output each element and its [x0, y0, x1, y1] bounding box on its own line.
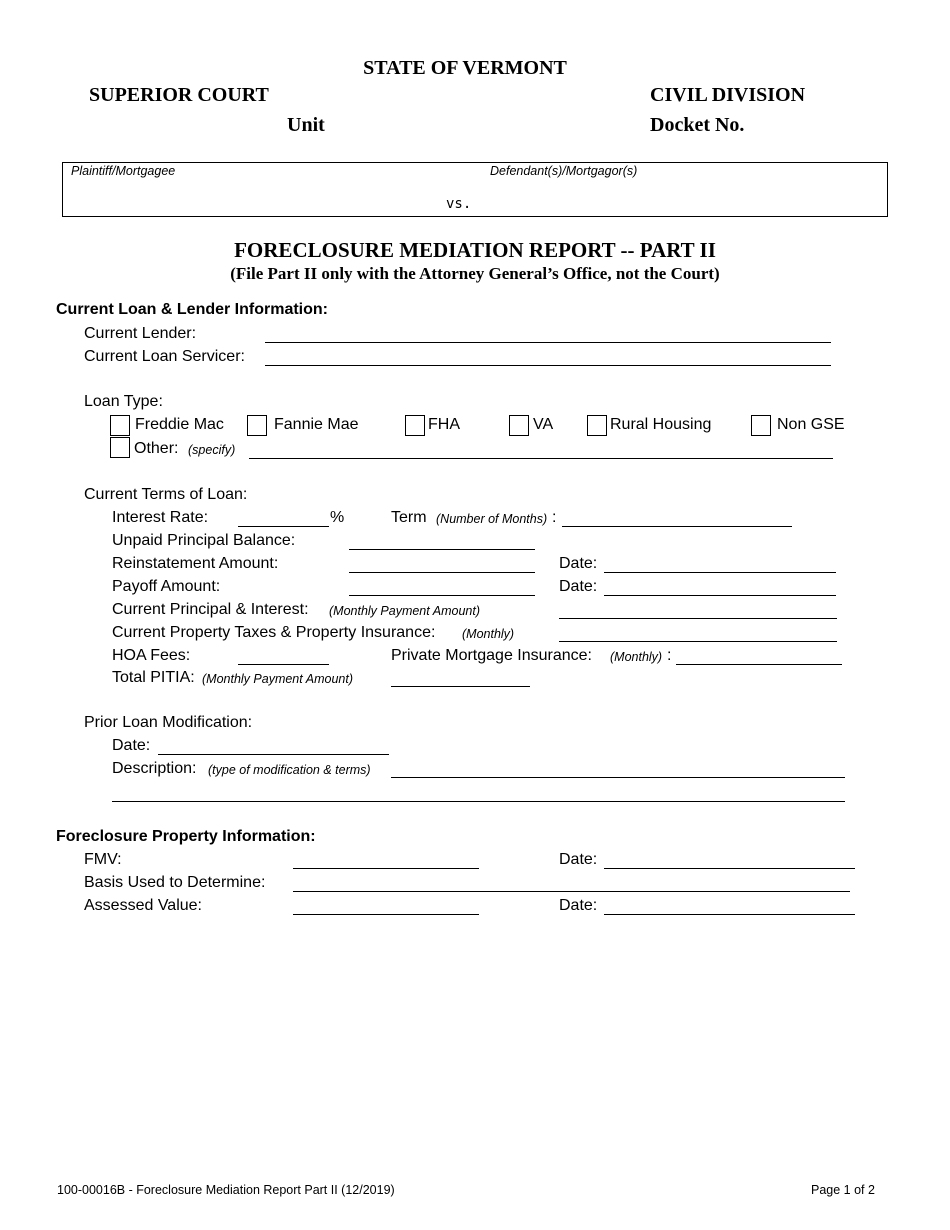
basis-field[interactable]	[293, 891, 850, 892]
va-label: VA	[533, 416, 554, 433]
interest-rate-field[interactable]	[238, 526, 329, 527]
unit-label: Unit	[287, 114, 325, 136]
assessed-label: Assessed Value:	[84, 897, 202, 914]
other-checkbox[interactable]	[110, 437, 130, 458]
fmv-field[interactable]	[293, 868, 479, 869]
tax-label: Current Property Taxes & Property Insurance:	[112, 624, 436, 641]
pi-note: (Monthly Payment Amount)	[329, 604, 480, 618]
pmi-field[interactable]	[676, 664, 842, 665]
reinstatement-date-label: Date:	[559, 555, 598, 572]
hoa-field[interactable]	[238, 664, 329, 665]
current-lender-label: Current Lender:	[84, 325, 197, 342]
upb-label: Unpaid Principal Balance:	[112, 532, 296, 549]
description-field[interactable]	[391, 777, 845, 778]
fmv-date-label: Date:	[559, 851, 598, 868]
description-label: Description:	[112, 760, 197, 777]
description-field-line-2[interactable]	[112, 801, 845, 802]
other-note: (specify)	[188, 443, 236, 457]
pitia-note: (Monthly Payment Amount)	[202, 672, 353, 686]
property-section-heading: Foreclosure Property Information:	[56, 828, 316, 845]
prior-mod-label: Prior Loan Modification:	[84, 714, 253, 731]
other-specify-field[interactable]	[249, 458, 833, 459]
basis-label: Basis Used to Determine:	[84, 874, 266, 891]
versus-label: vs.	[446, 196, 472, 212]
percent-sign: %	[330, 509, 345, 526]
rural-housing-checkbox[interactable]	[587, 415, 607, 436]
term-label: Term	[391, 509, 427, 526]
reinstatement-field[interactable]	[349, 572, 535, 573]
payoff-date-label: Date:	[559, 578, 598, 595]
va-checkbox[interactable]	[509, 415, 529, 436]
terms-label: Current Terms of Loan:	[84, 486, 248, 503]
payoff-date-field[interactable]	[604, 595, 836, 596]
payoff-label: Payoff Amount:	[112, 578, 221, 595]
interest-rate-label: Interest Rate:	[112, 509, 209, 526]
fannie-mae-label: Fannie Mae	[274, 416, 359, 433]
docket-label: Docket No.	[650, 114, 745, 136]
caption-box	[62, 162, 888, 217]
rural-housing-label: Rural Housing	[610, 416, 712, 433]
pi-label: Current Principal & Interest:	[112, 601, 309, 618]
tax-field[interactable]	[559, 641, 837, 642]
term-field[interactable]	[562, 526, 792, 527]
pmi-colon: :	[667, 647, 672, 664]
loan-section-heading: Current Loan & Lender Information:	[56, 301, 328, 318]
reinstatement-date-field[interactable]	[604, 572, 836, 573]
term-colon: :	[552, 509, 557, 526]
prior-mod-date-label: Date:	[112, 737, 151, 754]
defendant-label: Defendant(s)/Mortgagor(s)	[490, 164, 638, 178]
reinstatement-label: Reinstatement Amount:	[112, 555, 279, 572]
court-name: SUPERIOR COURT	[89, 84, 269, 106]
division-name: CIVIL DIVISION	[650, 84, 806, 106]
prior-mod-date-field[interactable]	[158, 754, 389, 755]
description-note: (type of modification & terms)	[208, 763, 371, 777]
pitia-label: Total PITIA:	[112, 669, 195, 686]
current-servicer-label: Current Loan Servicer:	[84, 348, 245, 365]
non-gse-checkbox[interactable]	[751, 415, 771, 436]
pitia-field[interactable]	[391, 686, 530, 687]
fmv-date-field[interactable]	[604, 868, 855, 869]
fannie-mae-checkbox[interactable]	[247, 415, 267, 436]
report-subtitle: (File Part II only with the Attorney General’s Office, not the Court)	[230, 264, 720, 283]
plaintiff-label: Plaintiff/Mortgagee	[71, 164, 176, 178]
pi-field[interactable]	[559, 618, 837, 619]
form-id: 100-00016B - Foreclosure Mediation Report Part II (12/2019)	[57, 1183, 395, 1197]
hoa-label: HOA Fees:	[112, 647, 191, 664]
upb-field[interactable]	[349, 549, 535, 550]
freddie-mac-checkbox[interactable]	[110, 415, 130, 436]
payoff-field[interactable]	[349, 595, 535, 596]
loan-type-label: Loan Type:	[84, 393, 163, 410]
pmi-note: (Monthly)	[610, 650, 663, 664]
other-label: Other:	[134, 440, 179, 457]
tax-note: (Monthly)	[462, 627, 515, 641]
state-title: STATE OF VERMONT	[363, 57, 567, 79]
non-gse-label: Non GSE	[777, 416, 845, 433]
current-lender-field[interactable]	[265, 342, 831, 343]
assessed-date-label: Date:	[559, 897, 598, 914]
pmi-label: Private Mortgage Insurance:	[391, 647, 592, 664]
assessed-field[interactable]	[293, 914, 479, 915]
fmv-label: FMV:	[84, 851, 122, 868]
freddie-mac-label: Freddie Mac	[135, 416, 224, 433]
fha-checkbox[interactable]	[405, 415, 425, 436]
report-title: FORECLOSURE MEDIATION REPORT -- PART II	[234, 238, 716, 262]
current-servicer-field[interactable]	[265, 365, 831, 366]
fha-label: FHA	[428, 416, 460, 433]
term-note: (Number of Months)	[436, 512, 548, 526]
assessed-date-field[interactable]	[604, 914, 855, 915]
page-number: Page 1 of 2	[811, 1183, 875, 1197]
